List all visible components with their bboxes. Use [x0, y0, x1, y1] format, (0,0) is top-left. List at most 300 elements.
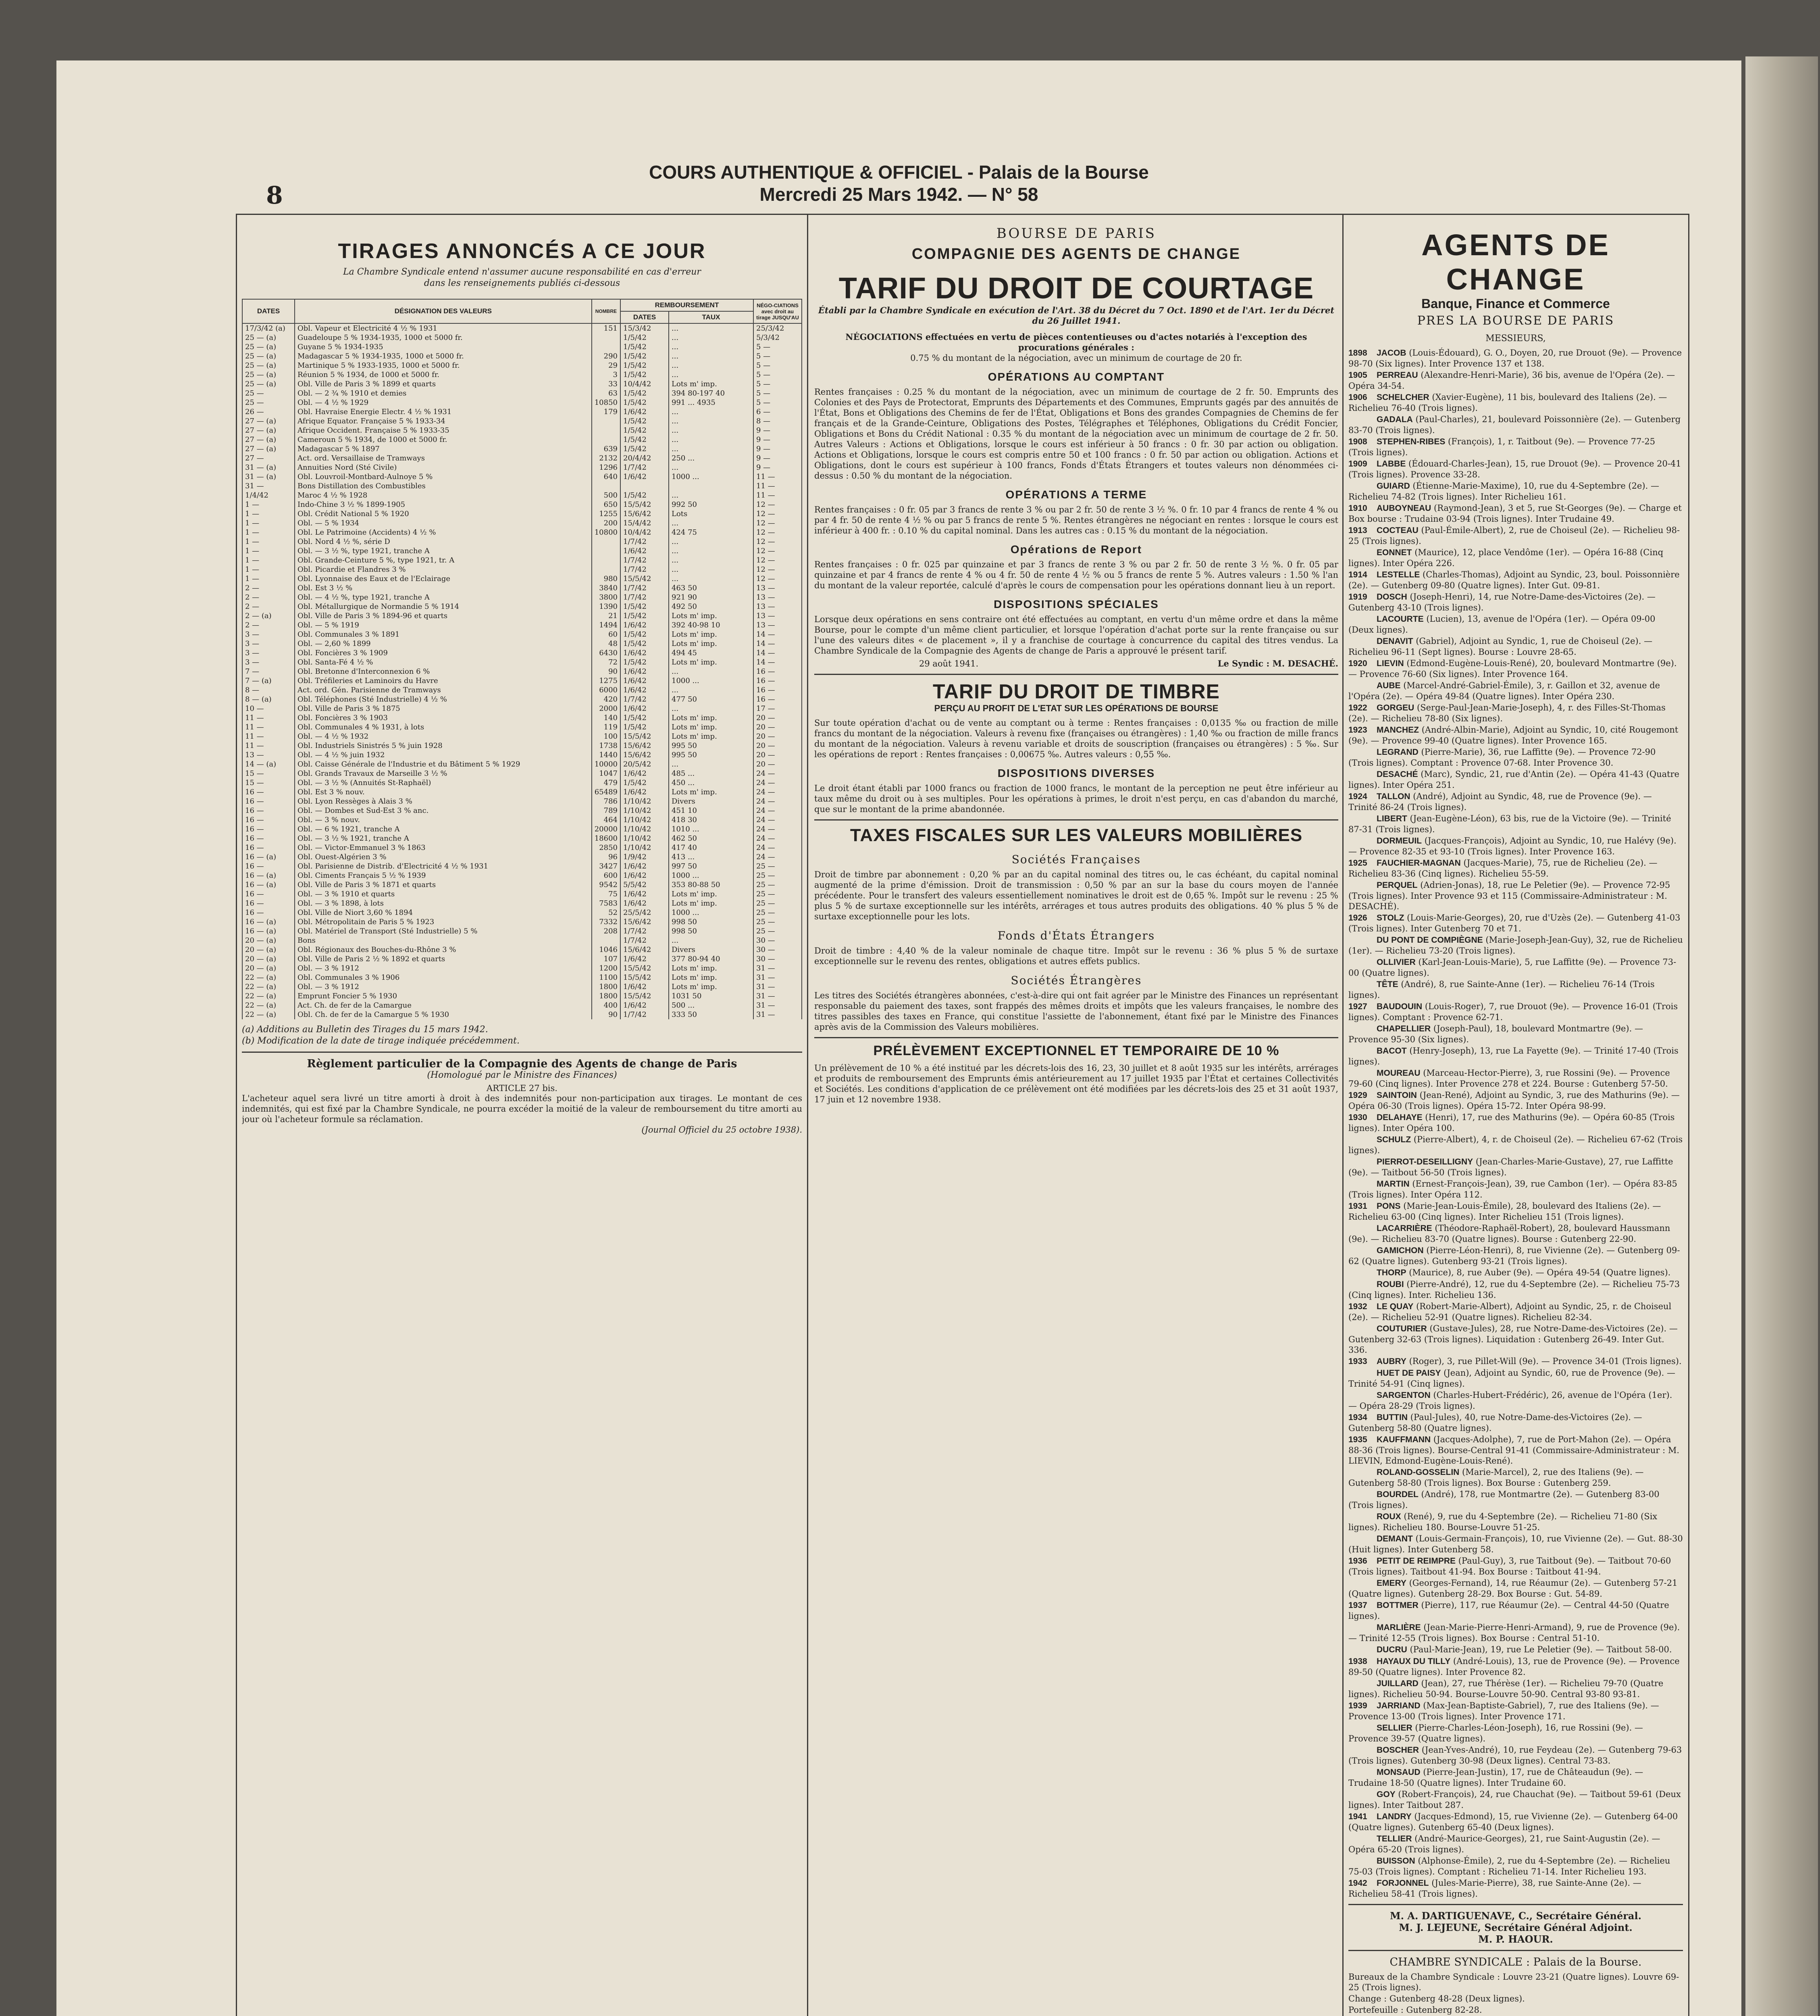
list-item — [1348, 1023, 1683, 1045]
row-nombre: 1738 — [592, 741, 620, 750]
agent-detail: (Pierre-André), 12, rue du 4-Septembre (2e). — Richelieu 75-73 (Cinq lignes). Inter. Richelieu 136. — [1348, 1279, 1680, 1300]
table-row — [242, 880, 802, 889]
row-date: 3 — — [242, 658, 295, 667]
list-item — [1348, 392, 1683, 413]
row-rb-date: 1/5/42 — [620, 639, 669, 648]
row-date: 16 — — [242, 825, 295, 834]
row-designation: Obl. — Victor-Emmanuel 3 % 1863 — [295, 843, 592, 852]
row-date: 31 — (a) — [242, 472, 295, 481]
row-negociation: 5 — — [753, 370, 802, 379]
table-row — [242, 954, 802, 964]
list-item — [1348, 1767, 1683, 1788]
row-taux: 1010 ... — [669, 825, 753, 834]
row-nombre: 1255 — [592, 509, 620, 519]
row-rb-date: 1/7/42 — [620, 593, 669, 602]
table-row — [242, 991, 802, 1001]
agent-name: GORGEU — [1377, 703, 1414, 712]
table-row — [242, 825, 802, 834]
table-row — [242, 583, 802, 593]
agent-detail: (Jean-Yves-André), 10, rue Feydeau (2e). — Gutenberg 79-63 (Trois lignes). Gutenberg 30-98 (Deux lignes). Central 73-83. — [1348, 1745, 1682, 1766]
row-rb-date: 15/5/42 — [620, 991, 669, 1001]
row-designation: Obl. Grande-Ceinture 5 %, type 1921, tr. A — [295, 556, 592, 565]
row-designation: Obl. Nord 4 ½ %, série D — [295, 537, 592, 546]
terme-title: OPÉRATIONS A TERME — [1005, 488, 1147, 501]
list-item — [1348, 1678, 1683, 1699]
row-date: 2 — — [242, 602, 295, 611]
row-taux: ... — [669, 760, 753, 769]
row-negociation: 16 — — [753, 667, 802, 676]
row-date: 16 — (a) — [242, 871, 295, 880]
row-rb-date: 1/6/42 — [620, 899, 669, 908]
row-date: 22 — (a) — [242, 991, 295, 1001]
agent-name: OLLIVIER — [1377, 958, 1416, 967]
agent-detail: (Edmond-Eugène-Louis-René), 20, boulevard Montmartre (9e). — Provence 76-60 (Six lignes). Inter Provence 164. — [1348, 658, 1677, 679]
row-negociation: 9 — — [753, 435, 802, 444]
table-row — [242, 574, 802, 583]
row-taux: 450 ... — [669, 778, 753, 787]
row-negociation: 25 — — [753, 880, 802, 889]
row-negociation: 13 — — [753, 621, 802, 630]
row-date: 10 — — [242, 704, 295, 713]
row-designation: Obl. — 4 ½ % juin 1932 — [295, 750, 592, 760]
agent-detail: (Georges-Fernand), 14, rue Réaumur (2e). — Gutenberg 57-21 (Quatre lignes). Gutenberg 28-29. Box Bourse : Gut. 54-89. — [1348, 1578, 1678, 1599]
row-nombre: 10850 — [592, 398, 620, 407]
row-designation: Obl. Crédit National 5 % 1920 — [295, 509, 592, 519]
row-designation: Annuities Nord (Sté Civile) — [295, 463, 592, 472]
agent-detail: (Adrien-Jonas), 18, rue Le Peletier (9e). — Provence 72-95 (Trois lignes). Inter Provence 93 et 115 (Commissaire-Administrateur : M. DESACHÉ). — [1348, 880, 1670, 911]
row-date: 16 — — [242, 815, 295, 825]
row-negociation: 24 — — [753, 787, 802, 797]
table-row — [242, 852, 802, 862]
agent-name: SCHULZ — [1377, 1135, 1411, 1144]
row-negociation: 14 — — [753, 658, 802, 667]
row-designation: Obl. Le Patrimoine (Accidents) 4 ½ % — [295, 528, 592, 537]
row-rb-date: 1/5/42 — [620, 398, 669, 407]
agent-name: HUET DE PAISY — [1377, 1368, 1441, 1378]
agent-detail: (Charles-Hubert-Frédéric), 26, avenue de l'Opéra (1er). — Opéra 28-29 (Trois lignes). — [1348, 1390, 1672, 1411]
row-date: 16 — — [242, 862, 295, 871]
table-row — [242, 889, 802, 899]
row-negociation: 12 — — [753, 565, 802, 574]
row-designation: Obl. Havraise Energie Electr. 4 ½ % 1931 — [295, 407, 592, 417]
agent-detail: (André-Louis), 13, rue de Provence (9e). — Provence 89-50 (Quatre lignes). Inter Provence 82. — [1348, 1656, 1680, 1677]
row-negociation: 24 — — [753, 834, 802, 843]
agent-detail: (Louis-Roger), 7, rue Drouot (9e). — Provence 16-01 (Trois lignes). Comptant : Provence 62-71. — [1348, 1002, 1678, 1022]
agent-name: EMERY — [1377, 1579, 1406, 1588]
row-negociation: 5/3/42 — [753, 333, 802, 342]
column-divider — [1342, 214, 1344, 2016]
row-nombre: 600 — [592, 871, 620, 880]
agent-year: 1936 — [1348, 1556, 1367, 1566]
row-date: 27 — (a) — [242, 444, 295, 454]
row-taux: Lots m' imp. — [669, 379, 753, 389]
row-taux: 500 ... — [669, 1001, 753, 1010]
tarif-column — [814, 220, 1338, 2016]
row-rb-date: 15/6/42 — [620, 750, 669, 760]
row-date: 11 — — [242, 732, 295, 741]
row-nombre: 29 — [592, 361, 620, 370]
row-nombre: 1296 — [592, 463, 620, 472]
row-date: 2 — — [242, 621, 295, 630]
row-designation: Obl. Parisienne de Distrib. d'Electricité 4 ½ % 1931 — [295, 862, 592, 871]
row-nombre: 3 — [592, 370, 620, 379]
agent-detail: (Paul-Marie-Jean), 19, rue Le Peletier (9e). — Taitbout 58-00. — [1410, 1645, 1672, 1654]
newspaper-page — [56, 60, 1741, 2016]
agent-name: LEGRAND — [1377, 748, 1419, 757]
row-date: 7 — (a) — [242, 676, 295, 685]
list-item — [1348, 769, 1683, 790]
row-designation: Indo-Chine 3 ½ % 1899-1905 — [295, 500, 592, 509]
page-title: COURS AUTHENTIQUE & OFFICIEL - Palais de la Bourse — [649, 162, 1149, 183]
row-designation: Obl. — 3 % 1898, à lots — [295, 899, 592, 908]
list-item — [1348, 858, 1683, 879]
row-date: 22 — (a) — [242, 1001, 295, 1010]
agent-detail: (Pierre), 117, rue Réaumur (2e). — Central 44-50 (Quatre lignes). — [1348, 1600, 1669, 1621]
divider — [814, 1037, 1338, 1038]
table-row — [242, 769, 802, 778]
list-item — [1348, 979, 1683, 1000]
row-negociation: 25 — — [753, 908, 802, 917]
row-date: 31 — (a) — [242, 463, 295, 472]
row-date: 25 — (a) — [242, 352, 295, 361]
agent-name: SARGENTON — [1377, 1391, 1431, 1400]
dispositions-title: DISPOSITIONS SPÉCIALES — [994, 598, 1159, 610]
row-designation: Obl. Santa-Fé 4 ½ % — [295, 658, 592, 667]
compagnie-title: COMPAGNIE DES AGENTS DE CHANGE — [911, 246, 1241, 262]
row-nombre: 18600 — [592, 834, 620, 843]
row-rb-date: 15/5/42 — [620, 574, 669, 583]
agent-year: 1905 — [1348, 371, 1367, 380]
agent-year: 1939 — [1348, 1701, 1367, 1710]
agent-year: 1922 — [1348, 703, 1367, 712]
table-row — [242, 760, 802, 769]
row-taux: ... — [669, 565, 753, 574]
row-nombre: 60 — [592, 630, 620, 639]
row-designation: Obl. — 5 % 1934 — [295, 519, 592, 528]
agent-detail: (Joseph-Henri), 14, rue Notre-Dame-des-Victoires (2e). — Gutenberg 43-10 (Trois lignes). — [1348, 592, 1656, 612]
row-date: 27 — (a) — [242, 426, 295, 435]
row-rb-date: 1/5/42 — [620, 491, 669, 500]
row-rb-date: 1/5/42 — [620, 713, 669, 723]
list-item — [1348, 747, 1683, 768]
agent-detail: (Jean-Charles-Marie-Gustave), 27, rue Laffitte (9e). — Taitbout 56-50 (Trois lignes). — [1348, 1157, 1673, 1177]
agent-year: 1937 — [1348, 1601, 1367, 1610]
terme-text: Rentes françaises : 0 fr. 05 par 3 francs de rente 3 % ou par 2 fr. 50 de rente 3 ½ %. 0 fr. 10 par 4 francs de rente 4 % ou par 4 fr. 50 de rente 4 ½ % ou par 5 francs de rente 5 %. Rentes étrangères ne négociant en rentes : lorsque le cours est inférieur à 400 fr. : 0.10 % du capital nominal. Dans les autres cas : 0.15 % du montant de la négociation. — [814, 505, 1338, 535]
row-date: 16 — (a) — [242, 917, 295, 927]
row-date: 2 — (a) — [242, 611, 295, 621]
row-rb-date: 1/10/42 — [620, 797, 669, 806]
row-rb-date: 25/5/42 — [620, 908, 669, 917]
row-nombre — [592, 537, 620, 546]
row-rb-date: 1/5/42 — [620, 444, 669, 454]
row-date: 16 — (a) — [242, 852, 295, 862]
row-negociation: 25 — — [753, 917, 802, 927]
row-designation: Obl. Bretonne d'Interconnexion 6 % — [295, 667, 592, 676]
row-taux: Lots m' imp. — [669, 658, 753, 667]
list-item — [1348, 935, 1683, 956]
fonds-text: Droit de timbre : 4,40 % de la valeur nominale de chaque titre. Impôt sur le revenu : 36 % plus 5 % de surtaxe exceptionnelle sur le revenu des rentes, obligations et autres effets publics. — [814, 946, 1338, 966]
bureau-line: Change : Gutenberg 48-28 (Deux lignes). — [1348, 1994, 1525, 2004]
table-row — [242, 806, 802, 815]
row-nombre: 10000 — [592, 760, 620, 769]
row-nombre — [592, 342, 620, 352]
agent-name: COUTURIER — [1377, 1324, 1427, 1333]
row-nombre: 119 — [592, 723, 620, 732]
table-row — [242, 639, 802, 648]
timbre-text: Sur toute opération d'achat ou de vente au comptant ou à terme : Rentes françaises : 0,0135 ‰ ou fraction de mille francs du montant de la négociation. Valeurs à revenu fixe (françaises ou étrangères) : 1,40 ‰ ou fraction de mille francs du montant de la négociation. Valeurs à revenu variable et droits de souscription (françaises ou étrangères) : 5 ‰. Sur les opérations de report : Rentes françaises : 0,00675 ‰. Autres valeurs : 0,55 ‰. — [814, 718, 1338, 759]
row-date: 17/3/42 (a) — [242, 323, 295, 333]
row-nombre: 1046 — [592, 945, 620, 954]
row-taux: 333 50 — [669, 1010, 753, 1019]
row-nombre: 2000 — [592, 704, 620, 713]
signed-by: Le Syndic : M. DESACHÉ. — [1217, 658, 1338, 669]
agent-year: 1914 — [1348, 570, 1367, 579]
agent-name: THORP — [1377, 1268, 1406, 1277]
row-designation: Bons Distillation des Combustibles — [295, 481, 592, 491]
row-taux: 392 40-98 10 — [669, 621, 753, 630]
row-designation: Obl. — 3 ½ %, type 1921, tranche A — [295, 546, 592, 556]
agent-detail: (Alexandre-Henri-Marie), 36 bis, avenue de l'Opéra (2e). — Opéra 34-54. — [1348, 370, 1675, 391]
row-nombre: 1200 — [592, 964, 620, 973]
row-designation: Maroc 4 ½ % 1928 — [295, 491, 592, 500]
row-negociation: 16 — — [753, 685, 802, 695]
row-designation: Obl. Ch. de fer de la Camargue 5 % 1930 — [295, 1010, 592, 1019]
agent-detail: (Paul-Émile-Albert), 2, rue de Choiseul (2e). — Richelieu 98-25 (Trois lignes). — [1348, 525, 1680, 546]
agent-name: PIERROT-DESEILLIGNY — [1377, 1157, 1473, 1166]
staff-2: M. J. LEJEUNE, Secrétaire Général Adjoint. — [1399, 1922, 1633, 1933]
row-negociation: 14 — — [753, 648, 802, 658]
agent-name: JUILLARD — [1377, 1679, 1419, 1688]
list-item — [1348, 680, 1683, 702]
table-row — [242, 676, 802, 685]
row-date: 8 — — [242, 685, 295, 695]
list-item — [1348, 702, 1683, 724]
row-date: 16 — — [242, 908, 295, 917]
row-taux: 992 50 — [669, 500, 753, 509]
agents-subtitle: Banque, Finance et Commerce — [1421, 296, 1610, 311]
row-taux: 377 80-94 40 — [669, 954, 753, 964]
row-designation: Obl. — 4 ½ %, type 1921, tranche A — [295, 593, 592, 602]
row-nombre: 9542 — [592, 880, 620, 889]
row-nombre: 1100 — [592, 973, 620, 982]
table-row — [242, 862, 802, 871]
row-designation: Obl. Ciments Français 5 ½ % 1939 — [295, 871, 592, 880]
row-rb-date: 1/7/42 — [620, 936, 669, 945]
row-taux: ... — [669, 370, 753, 379]
agent-detail: (Serge-Paul-Jean-Marie-Joseph), 4, r. des Filles-St-Thomas (2e). — Richelieu 78-80 (Six lignes). — [1348, 703, 1666, 723]
table-row — [242, 899, 802, 908]
row-designation: Afrique Occident. Française 5 % 1933-35 — [295, 426, 592, 435]
row-rb-date: 15/6/42 — [620, 945, 669, 954]
agent-detail: (Jacques-Adolphe), 7, rue de Port-Mahon (2e). — Opéra 88-36 (Trois lignes). Bourse-Central 91-41 (Commissaire-Administrateur : M. LIEVIN, Edmond-Eugène-Louis-René). — [1348, 1435, 1680, 1466]
row-date: 20 — (a) — [242, 936, 295, 945]
agent-name: LIEVIN — [1377, 659, 1404, 668]
row-nombre: 33 — [592, 379, 620, 389]
row-negociation: 24 — — [753, 815, 802, 825]
row-designation: Obl. Grands Travaux de Marseille 3 ½ % — [295, 769, 592, 778]
row-taux: ... — [669, 417, 753, 426]
row-rb-date: 1/7/42 — [620, 556, 669, 565]
row-nombre: 100 — [592, 732, 620, 741]
row-date: 22 — (a) — [242, 973, 295, 982]
row-nombre: 140 — [592, 713, 620, 723]
row-designation: Bons — [295, 936, 592, 945]
row-rb-date: 1/5/42 — [620, 361, 669, 370]
agent-year: 1926 — [1348, 913, 1367, 923]
agent-name: DESACHÉ — [1377, 770, 1418, 779]
table-row — [242, 463, 802, 472]
col-remboursement: REMBOURSEMENT — [620, 299, 753, 311]
agent-year: 1909 — [1348, 459, 1367, 469]
row-taux: Divers — [669, 945, 753, 954]
table-row — [242, 1001, 802, 1010]
bureau-line: Bureaux de la Chambre Syndicale : Louvre 23-21 (Quatre lignes). Louvre 69-25 (Trois lignes). — [1348, 1972, 1679, 1992]
table-row — [242, 379, 802, 389]
agent-name: AUBE — [1377, 681, 1401, 690]
row-date: 1 — — [242, 546, 295, 556]
agent-detail: (Jean), 27, rue Thérèse (1er). — Richelieu 79-70 (Quatre lignes). Richelieu 50-94. Bourse-Louvre 50-90. Central 93-80 93-81. — [1348, 1679, 1664, 1699]
row-designation: Obl. — 3 ½ % 1921, tranche A — [295, 834, 592, 843]
list-item — [1348, 1722, 1683, 1744]
row-nombre — [592, 333, 620, 342]
agent-year: 1913 — [1348, 526, 1367, 535]
row-date: 16 — (a) — [242, 880, 295, 889]
agent-name: AUBRY — [1377, 1357, 1406, 1366]
row-nombre: 290 — [592, 352, 620, 361]
row-taux — [669, 481, 753, 491]
row-negociation: 11 — — [753, 491, 802, 500]
list-item — [1348, 1279, 1683, 1300]
agent-detail: (Raymond-Jean), 3 et 5, rue St-Georges (9e). — Charge et Box bourse : Trudaine 03-94 (Trois lignes). Inter Trudaine 49. — [1348, 503, 1682, 524]
row-designation: Madagascar 5 % 1934-1935, 1000 et 5000 fr. — [295, 352, 592, 361]
row-nombre — [592, 435, 620, 444]
row-nombre: 640 — [592, 472, 620, 481]
list-item — [1348, 658, 1683, 679]
row-designation: Obl. Téléphones (Sté Industrielle) 4 ½ % — [295, 695, 592, 704]
table-row — [242, 611, 802, 621]
agent-name: LESTELLE — [1377, 570, 1420, 579]
row-taux: 477 50 — [669, 695, 753, 704]
table-row — [242, 871, 802, 880]
row-nombre: 6000 — [592, 685, 620, 695]
row-negociation: 12 — — [753, 519, 802, 528]
row-taux: 413 ... — [669, 852, 753, 862]
row-negociation: 24 — — [753, 797, 802, 806]
row-taux: 1000 ... — [669, 676, 753, 685]
row-nombre: 65489 — [592, 787, 620, 797]
row-date: 2 — — [242, 583, 295, 593]
agent-name: PERQUEL — [1377, 881, 1418, 890]
agent-detail: (Théodore-Raphaël-Robert), 28, boulevard Haussmann (9e). — Richelieu 83-70 (Quatre lignes). Bourse : Gutenberg 22-90. — [1348, 1223, 1670, 1244]
row-nombre: 200 — [592, 519, 620, 528]
list-item — [1348, 1223, 1683, 1244]
agent-detail: (Marie-Jean-Louis-Émile), 28, boulevard des Italiens (2e). — Richelieu 63-00 (Cinq lignes). Inter Richelieu 151 (Trois lignes). — [1348, 1201, 1661, 1222]
row-date: 16 — — [242, 806, 295, 815]
row-negociation: 5 — — [753, 398, 802, 407]
table-row — [242, 528, 802, 537]
row-rb-date: 1/7/42 — [620, 583, 669, 593]
row-negociation: 20 — — [753, 723, 802, 732]
agent-year: 1923 — [1348, 725, 1367, 735]
row-rb-date: 1/6/42 — [620, 871, 669, 880]
row-negociation: 5 — — [753, 352, 802, 361]
timbre-title: TARIF DU DROIT DE TIMBRE — [933, 680, 1220, 703]
row-negociation: 9 — — [753, 444, 802, 454]
row-rb-date: 1/9/42 — [620, 852, 669, 862]
row-negociation: 5 — — [753, 389, 802, 398]
list-item — [1348, 1622, 1683, 1643]
list-item — [1348, 1745, 1683, 1766]
row-date: 20 — (a) — [242, 945, 295, 954]
row-rb-date: 1/5/42 — [620, 723, 669, 732]
agent-name: LE QUAY — [1377, 1302, 1414, 1311]
row-taux: Lots m' imp. — [669, 639, 753, 648]
table-row — [242, 537, 802, 546]
staff-3: M. P. HAOUR. — [1478, 1933, 1553, 1945]
row-rb-date: 1/5/42 — [620, 333, 669, 342]
agent-year: 1924 — [1348, 792, 1367, 801]
row-designation: Guadeloupe 5 % 1934-1935, 1000 et 5000 fr. — [295, 333, 592, 342]
report-title: Opérations de Report — [1010, 543, 1142, 556]
row-nombre: 1390 — [592, 602, 620, 611]
row-nombre: 48 — [592, 639, 620, 648]
row-rb-date: 1/6/42 — [620, 954, 669, 964]
table-row — [242, 323, 802, 333]
agent-name: HAYAUX DU TILLY — [1377, 1657, 1451, 1666]
row-negociation: 5 — — [753, 342, 802, 352]
agent-name: DORMEUIL — [1377, 836, 1422, 846]
list-item — [1348, 1644, 1683, 1655]
agent-detail: (André-Maurice-Georges), 21, rue Saint-Augustin (2e). — Opéra 65-20 (Trois lignes). — [1348, 1834, 1660, 1854]
agent-name: KAUFFMANN — [1377, 1435, 1431, 1444]
book-spine-edge — [1745, 56, 1818, 2016]
list-item — [1348, 414, 1683, 435]
agent-detail: (André), 8, rue Sainte-Anne (1er). — Richelieu 76-14 (Trois lignes). — [1348, 979, 1655, 1000]
table-row — [242, 815, 802, 825]
table-row — [242, 778, 802, 787]
row-rb-date: 1/5/42 — [620, 370, 669, 379]
row-nombre: 3840 — [592, 583, 620, 593]
table-row — [242, 519, 802, 528]
row-taux: ... — [669, 685, 753, 695]
row-rb-date: 15/5/42 — [620, 732, 669, 741]
row-rb-date: 1/6/42 — [620, 676, 669, 685]
agent-detail: (Pierre-Charles-Léon-Joseph), 16, rue Rossini (9e). — Provence 39-57 (Quatre lignes). — [1348, 1723, 1643, 1743]
fonds-title: Fonds d'États Étrangers — [997, 929, 1155, 942]
row-rb-date: 1/6/42 — [620, 621, 669, 630]
table-row — [242, 342, 802, 352]
row-rb-date: 1/5/42 — [620, 435, 669, 444]
divider — [1348, 1950, 1683, 1951]
table-row — [242, 917, 802, 927]
table-row — [242, 621, 802, 630]
row-negociation: 11 — — [753, 472, 802, 481]
agent-detail: (René), 9, rue du 4-Septembre (2e). — Richelieu 71-80 (Six lignes). Richelieu 180. Bourse-Louvre 51-25. — [1348, 1512, 1658, 1532]
row-designation: Act. ord. Gén. Parisienne de Tramways — [295, 685, 592, 695]
row-nombre — [592, 936, 620, 945]
agent-name: BUISSON — [1377, 1856, 1415, 1866]
row-designation: Martinique 5 % 1933-1935, 1000 et 5000 fr. — [295, 361, 592, 370]
table-row — [242, 964, 802, 973]
row-designation: Obl. Communales 3 % 1891 — [295, 630, 592, 639]
row-rb-date: 1/6/42 — [620, 407, 669, 417]
row-taux: Lots m' imp. — [669, 889, 753, 899]
row-date: 22 — (a) — [242, 982, 295, 991]
societes-etrangeres-title: Sociétés Étrangères — [1011, 974, 1142, 987]
row-designation: Act. ord. Versaillaise de Tramways — [295, 454, 592, 463]
agent-year: 1941 — [1348, 1812, 1367, 1821]
row-negociation: 9 — — [753, 463, 802, 472]
